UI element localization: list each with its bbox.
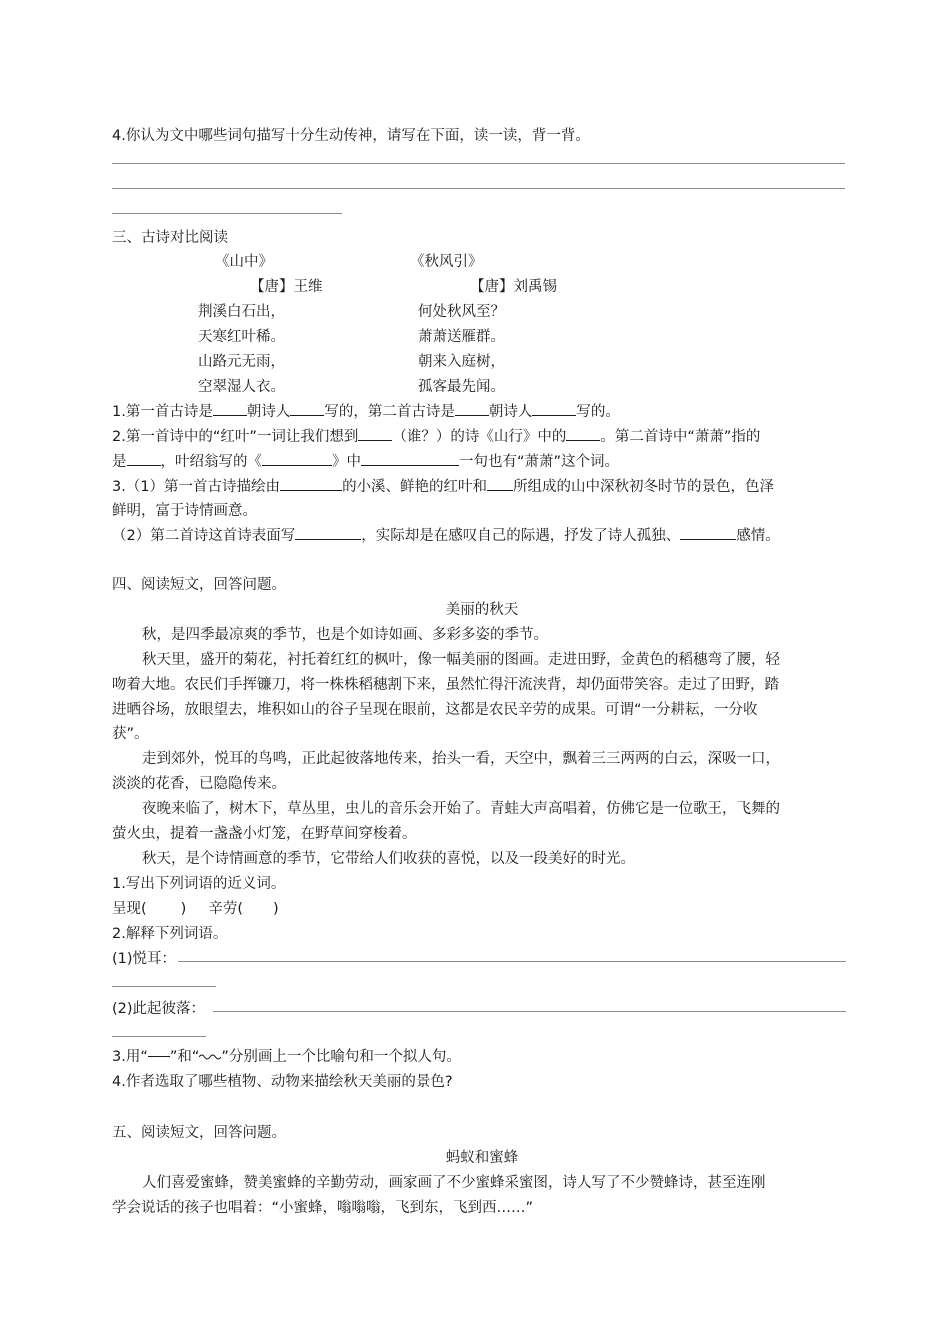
answer-blank[interactable]	[358, 426, 392, 441]
paren-close: )	[180, 901, 187, 917]
synonym-row	[112, 899, 852, 919]
wavy-line-mark	[199, 1053, 221, 1061]
answer-line	[112, 213, 342, 214]
paragraph-cont: 学会说话的孩子也唱着：“小蜜蜂，嗡嗡嗡，飞到东，飞到西……”	[112, 1200, 534, 1216]
paragraph: 秋天里，盛开的菊花，衬托着红红的枫叶，像一幅美丽的图画。走进田野，金黄色的稻穗弯了腰，轻	[142, 652, 780, 668]
paragraph: 秋天，是个诗情画意的季节，它带给人们收获的喜悦，以及一段美好的时光。	[142, 851, 635, 867]
text: 的小溪、鲜艳的红叶和	[342, 479, 488, 495]
answer-blank[interactable]	[290, 401, 324, 416]
paren-close: )	[273, 901, 279, 917]
text: 3.用“	[112, 1049, 148, 1065]
answer-blank[interactable]	[280, 476, 342, 491]
paragraph: 秋，是四季最凉爽的季节，也是个如诗如画、多彩多姿的季节。	[142, 627, 548, 643]
word-1: 呈现(	[112, 901, 147, 917]
answer-blank[interactable]	[213, 401, 247, 416]
text: 。第二首诗中“萧萧”指的	[600, 429, 761, 445]
text: ，叶绍翁写的《	[160, 454, 262, 470]
text: 所组成的山中深秋初冬时节的景色，色泽	[513, 479, 775, 495]
paragraph-cont: 吻着大地。农民们手挥镰刀，将一株株稻穗割下来，虽然忙得汗流浃背，却仍面带笑容。走过了田野，踏	[112, 677, 779, 693]
poem1-line: 山路元无雨，	[198, 354, 285, 370]
paragraph-cont: 进晒谷场，放眼望去，堆积如山的谷子呈现在眼前，这都是农民辛劳的成果。可谓“一分耕耘，一分收	[112, 702, 758, 718]
text: （谁？）的诗《山行》中的	[392, 429, 567, 445]
poem1-line: 荆溪白石出，	[198, 304, 285, 320]
s4-question-3	[112, 1047, 852, 1067]
poem1-line: 天寒红叶稀。	[198, 329, 285, 345]
passage-title: 蚂蚁和蜜蜂	[445, 1150, 519, 1166]
poem2-line: 何处秋风至？	[418, 304, 505, 320]
answer-line	[112, 163, 845, 164]
passage-title: 美丽的秋天	[445, 602, 519, 618]
paragraph: 夜晚来临了，树木下，草丛里，虫儿的音乐会开始了。青蛙大声高唱着，仿佛它是一位歌王，飞舞的	[142, 801, 780, 817]
text: 写的。	[576, 404, 620, 420]
text: 写的，第二首古诗是	[324, 404, 455, 420]
definition-2-label: (2)此起彼落：	[112, 1001, 206, 1017]
paragraph: 人们喜爱蜜蜂，赞美蜜蜂的辛勤劳动，画家画了不少蜜蜂采蜜图，诗人写了不少赞蜂诗，甚至连刚	[142, 1175, 766, 1191]
poem2-title: 《秋风引》	[410, 254, 483, 270]
paragraph-cont: 淡淡的花香，已隐隐传来。	[112, 776, 286, 792]
answer-line[interactable]	[112, 1036, 206, 1037]
poem2-line: 朝来入庭树，	[418, 354, 505, 370]
paragraph-cont: 获”。	[112, 726, 149, 742]
answer-blank[interactable]	[262, 451, 332, 466]
answer-blank[interactable]	[532, 401, 576, 416]
text: （2）第二首诗这首诗表面写	[112, 528, 296, 544]
s4-question-2: 2.解释下列词语。	[112, 926, 228, 942]
answer-line[interactable]	[213, 1011, 846, 1012]
text: ”分别画上一个比喻句和一个拟人句。	[221, 1049, 461, 1065]
s3-question-3b: 鲜明，富于诗情画意。	[112, 503, 257, 519]
answer-blank[interactable]	[680, 525, 736, 540]
s3-question-3c	[112, 525, 852, 546]
answer-blank[interactable]	[487, 476, 513, 491]
text: 是	[112, 454, 127, 470]
section-heading: 五、阅读短文，回答问题。	[112, 1125, 286, 1141]
paragraph-cont: 萤火虫，提着一盏盏小灯笼，在野草间穿梭着。	[112, 826, 417, 842]
text: ”和“	[169, 1049, 200, 1065]
s3-question-1	[112, 401, 852, 422]
text: 1.第一首古诗是	[112, 404, 213, 420]
s4-question-1: 1.写出下列词语的近义词。	[112, 876, 286, 892]
poem1-line: 空翠湿人衣。	[198, 379, 285, 395]
answer-line[interactable]	[112, 986, 216, 987]
question-4-prev: 4.你认为文中哪些词句描写十分生动传神，请写在下面，读一读，背一背。	[112, 128, 590, 144]
answer-blank[interactable]	[295, 525, 361, 540]
s4-question-4: 4.作者选取了哪些植物、动物来描绘秋天美丽的景色?	[112, 1074, 453, 1090]
poem2-line: 萧萧送雁群。	[418, 329, 505, 345]
poem2-author: 【唐】刘禹锡	[470, 279, 557, 295]
answer-blank[interactable]	[455, 401, 489, 416]
word-2: 辛劳(	[208, 901, 244, 917]
text: ，实际却是在感叹自己的际遇，抒发了诗人孤独、	[361, 528, 681, 544]
text: 感情。	[736, 528, 780, 544]
s3-question-2b	[112, 451, 852, 472]
answer-blank[interactable]	[127, 451, 161, 466]
section-heading: 三、古诗对比阅读	[112, 230, 228, 246]
text: 2.第一首诗中的“红叶”一词让我们想到	[112, 429, 359, 445]
poem1-author: 【唐】王维	[250, 279, 323, 295]
paragraph: 走到郊外，悦耳的鸟鸣，正此起彼落地传来，抬头一看，天空中，飘着三三两两的白云，深吸一口，	[142, 751, 780, 767]
s3-question-2a	[112, 426, 852, 447]
answer-line[interactable]	[178, 961, 846, 962]
answer-line	[112, 188, 845, 189]
definition-1-label: (1)悦耳：	[112, 951, 177, 967]
poem1-title: 《山中》	[215, 254, 273, 270]
text: 朝诗人	[488, 404, 533, 420]
straight-line-mark	[148, 1047, 170, 1057]
poem2-line: 孤客最先闻。	[418, 379, 505, 395]
answer-blank[interactable]	[361, 451, 459, 466]
text: 朝诗人	[246, 404, 291, 420]
text: 》中	[332, 454, 361, 470]
text: 一句也有“萧萧”这个词。	[459, 454, 620, 470]
s3-question-3a	[112, 476, 852, 497]
answer-blank[interactable]	[566, 426, 600, 441]
text: 3.（1）第一首古诗描绘由	[112, 479, 281, 495]
section-heading: 四、阅读短文，回答问题。	[112, 577, 286, 593]
